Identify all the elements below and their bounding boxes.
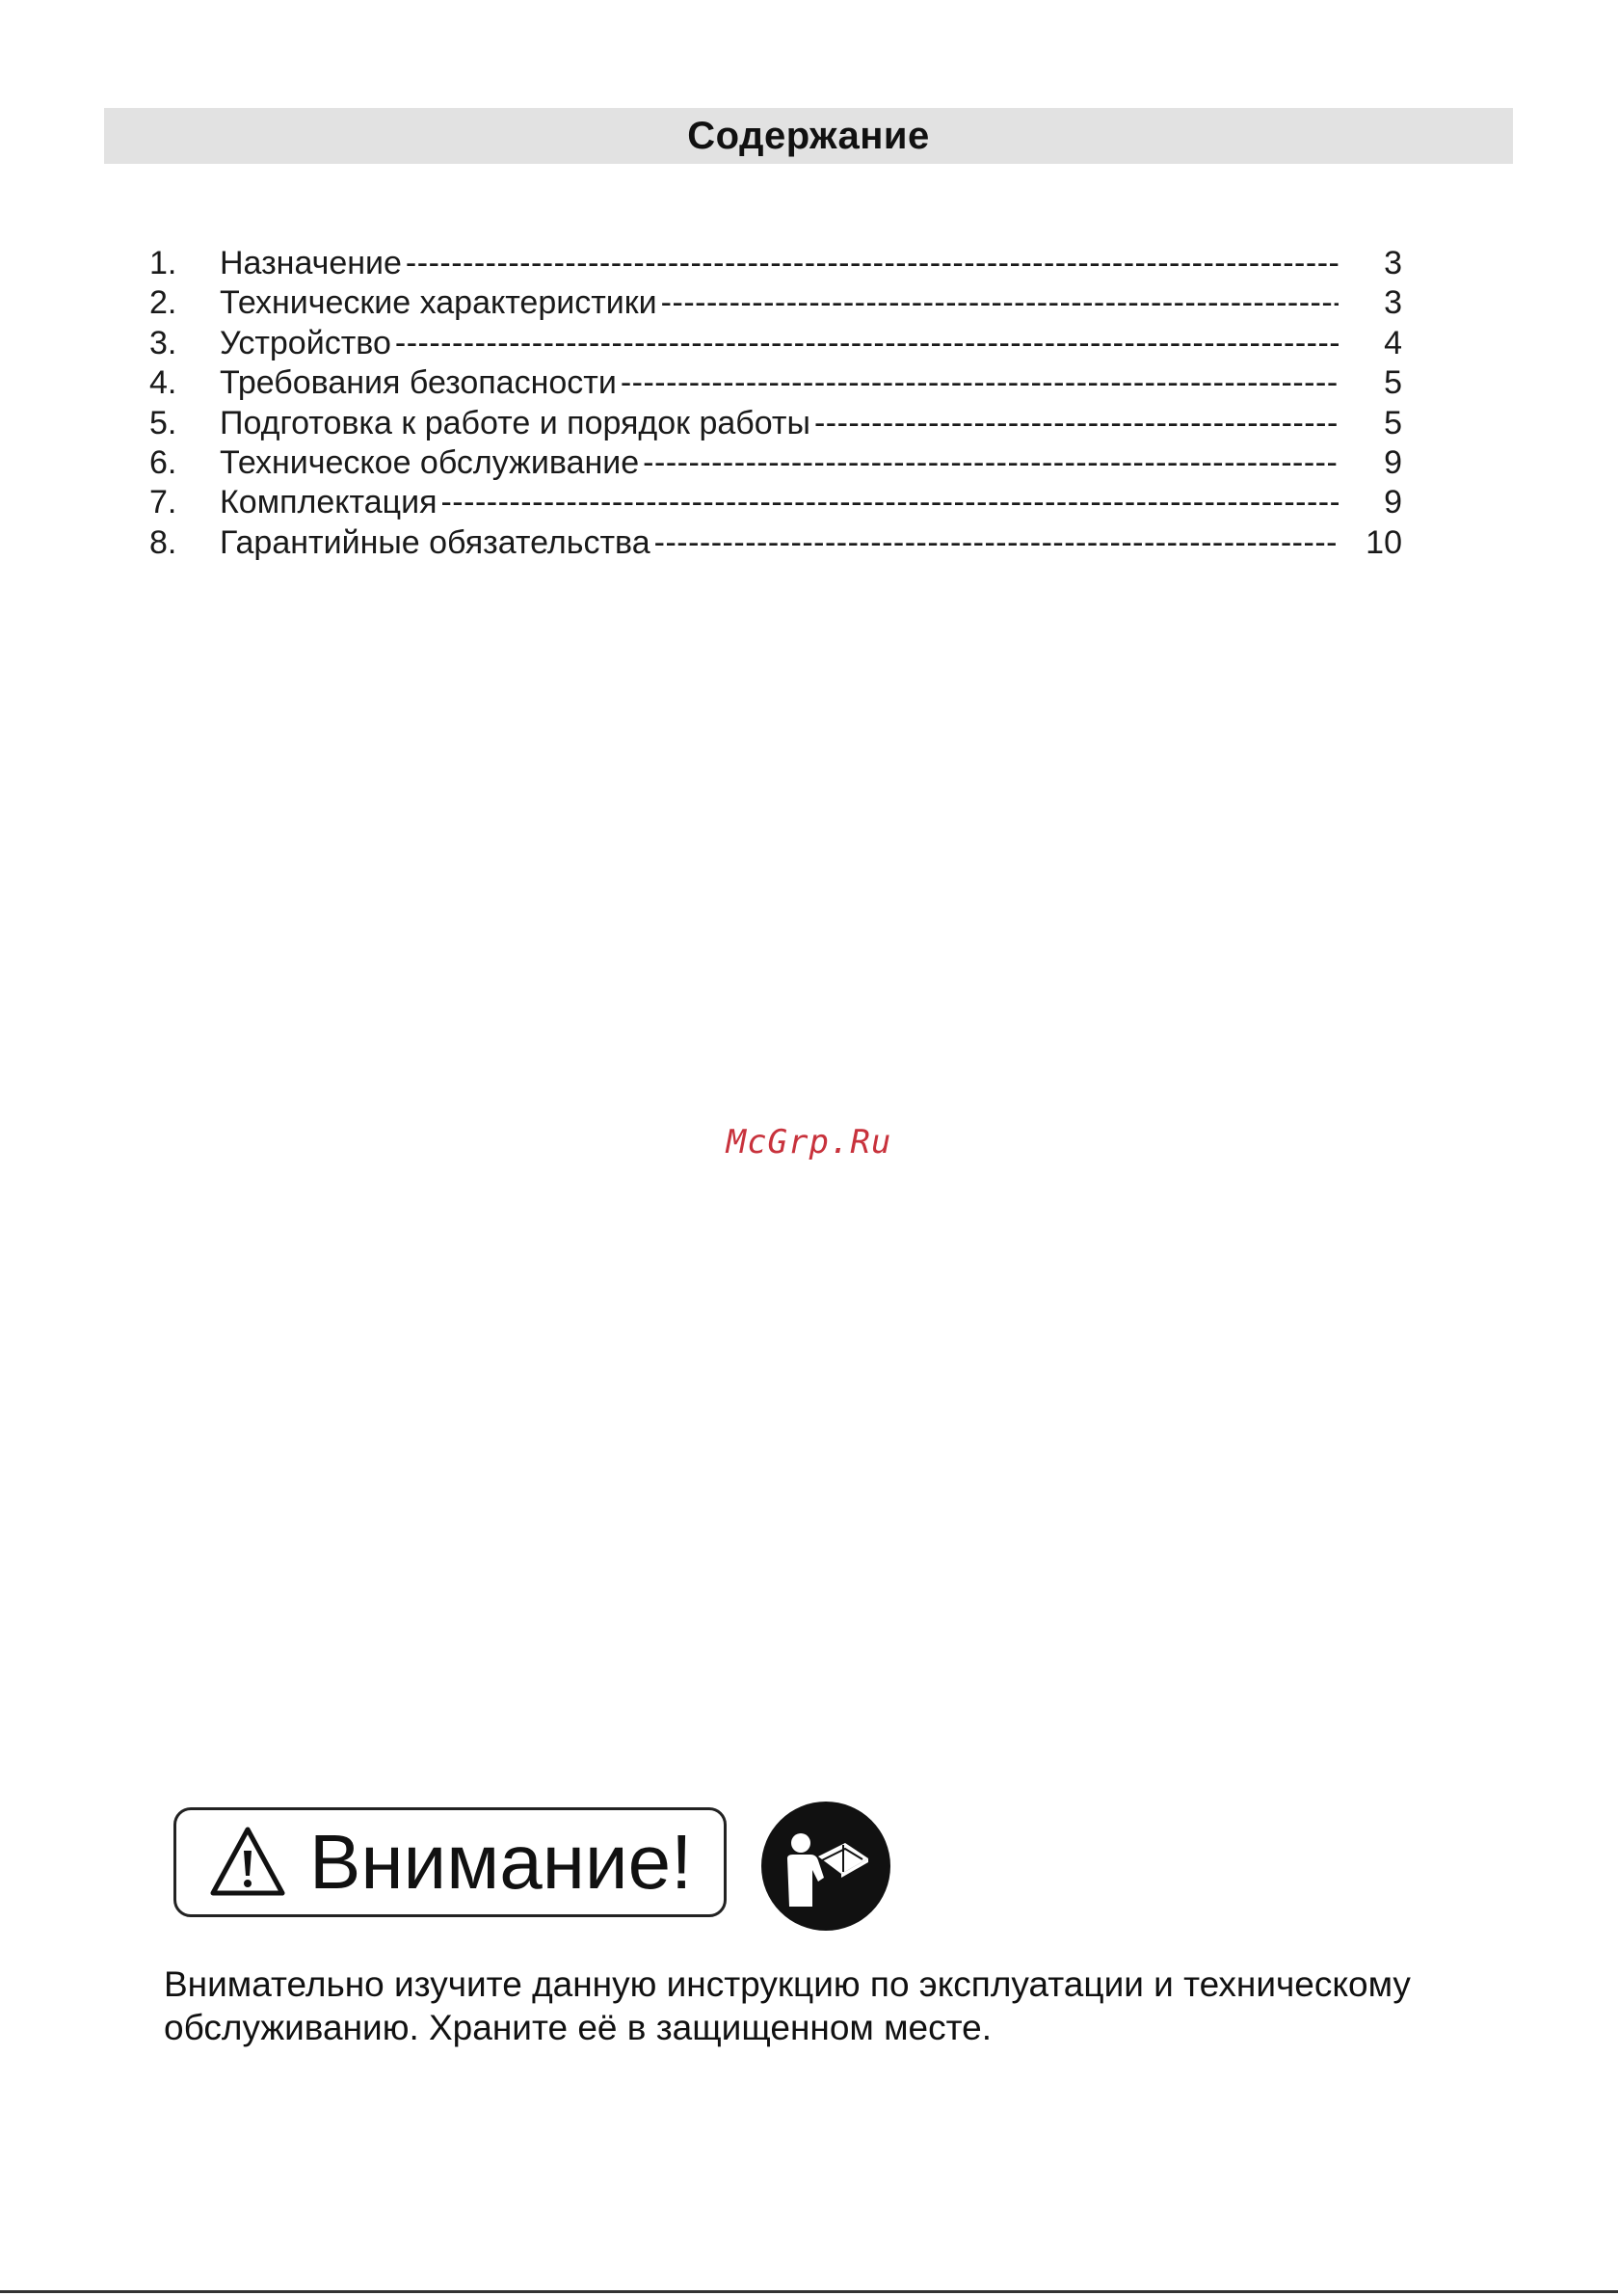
toc-item-title: Гарантийные обязательства xyxy=(220,523,650,561)
toc-leader xyxy=(643,443,1339,483)
toc-item-title: Устройство xyxy=(220,324,391,361)
toc-leader xyxy=(395,324,1339,363)
warning-box xyxy=(173,1807,727,1917)
toc-item[interactable] xyxy=(149,443,1402,483)
notice-line-1: Внимательно изучите данную инструкцию по эксплуатации и техническому xyxy=(164,1964,1411,2004)
toc-item-number: 5. xyxy=(149,404,177,441)
warning-triangle-icon xyxy=(209,1824,286,1901)
toc-item-title: Требования безопасности xyxy=(220,364,617,402)
toc-item-number: 4. xyxy=(149,364,177,402)
toc-item-number: 6. xyxy=(149,443,177,481)
toc-item[interactable] xyxy=(149,483,1402,522)
toc-item-page: 3 xyxy=(1384,284,1402,322)
bottom-divider xyxy=(0,2290,1618,2293)
toc-item[interactable] xyxy=(149,523,1402,563)
toc-item-page: 9 xyxy=(1384,484,1402,521)
toc-item-number: 7. xyxy=(149,484,177,521)
watermark: McGrp.Ru xyxy=(726,1123,892,1161)
toc-item[interactable] xyxy=(149,244,1402,283)
notice-text xyxy=(164,1962,1552,2049)
toc-item-page: 4 xyxy=(1384,324,1402,361)
toc-item-page: 9 xyxy=(1384,443,1402,481)
toc-item-title: Комплектация xyxy=(220,484,438,521)
toc-item[interactable] xyxy=(149,324,1402,363)
toc-item-title: Назначение xyxy=(220,245,402,281)
toc-item-title: Техническое обслуживание xyxy=(220,443,640,481)
toc-item-number: 3. xyxy=(149,324,177,361)
toc-item-page: 3 xyxy=(1384,245,1402,281)
toc-item-title: Технические характеристики xyxy=(220,284,657,322)
toc-leader xyxy=(661,283,1339,323)
toc-leader xyxy=(621,363,1339,403)
toc-leader xyxy=(814,404,1339,443)
toc-item-number: 8. xyxy=(149,523,177,561)
notice-line-2: обслуживанию. Храните её в защищенном месте. xyxy=(164,2008,993,2047)
toc-item[interactable] xyxy=(149,283,1402,323)
toc-item-page: 5 xyxy=(1384,364,1402,402)
table-of-contents xyxy=(149,244,1402,563)
toc-item[interactable] xyxy=(149,404,1402,443)
page-title: Содержание xyxy=(687,114,930,157)
toc-leader xyxy=(406,244,1339,283)
toc-item[interactable] xyxy=(149,363,1402,403)
toc-item-page: 5 xyxy=(1384,404,1402,441)
read-manual-icon xyxy=(760,1801,891,1932)
warning-label: Внимание! xyxy=(309,1819,693,1905)
toc-item-page: 10 xyxy=(1366,523,1402,561)
toc-item-title: Подготовка к работе и порядок работы xyxy=(220,404,810,441)
title-bar xyxy=(104,108,1513,164)
toc-item-number: 2. xyxy=(149,284,177,322)
toc-leader xyxy=(654,523,1339,563)
toc-item-number: 1. xyxy=(149,245,177,281)
toc-leader xyxy=(440,483,1339,522)
